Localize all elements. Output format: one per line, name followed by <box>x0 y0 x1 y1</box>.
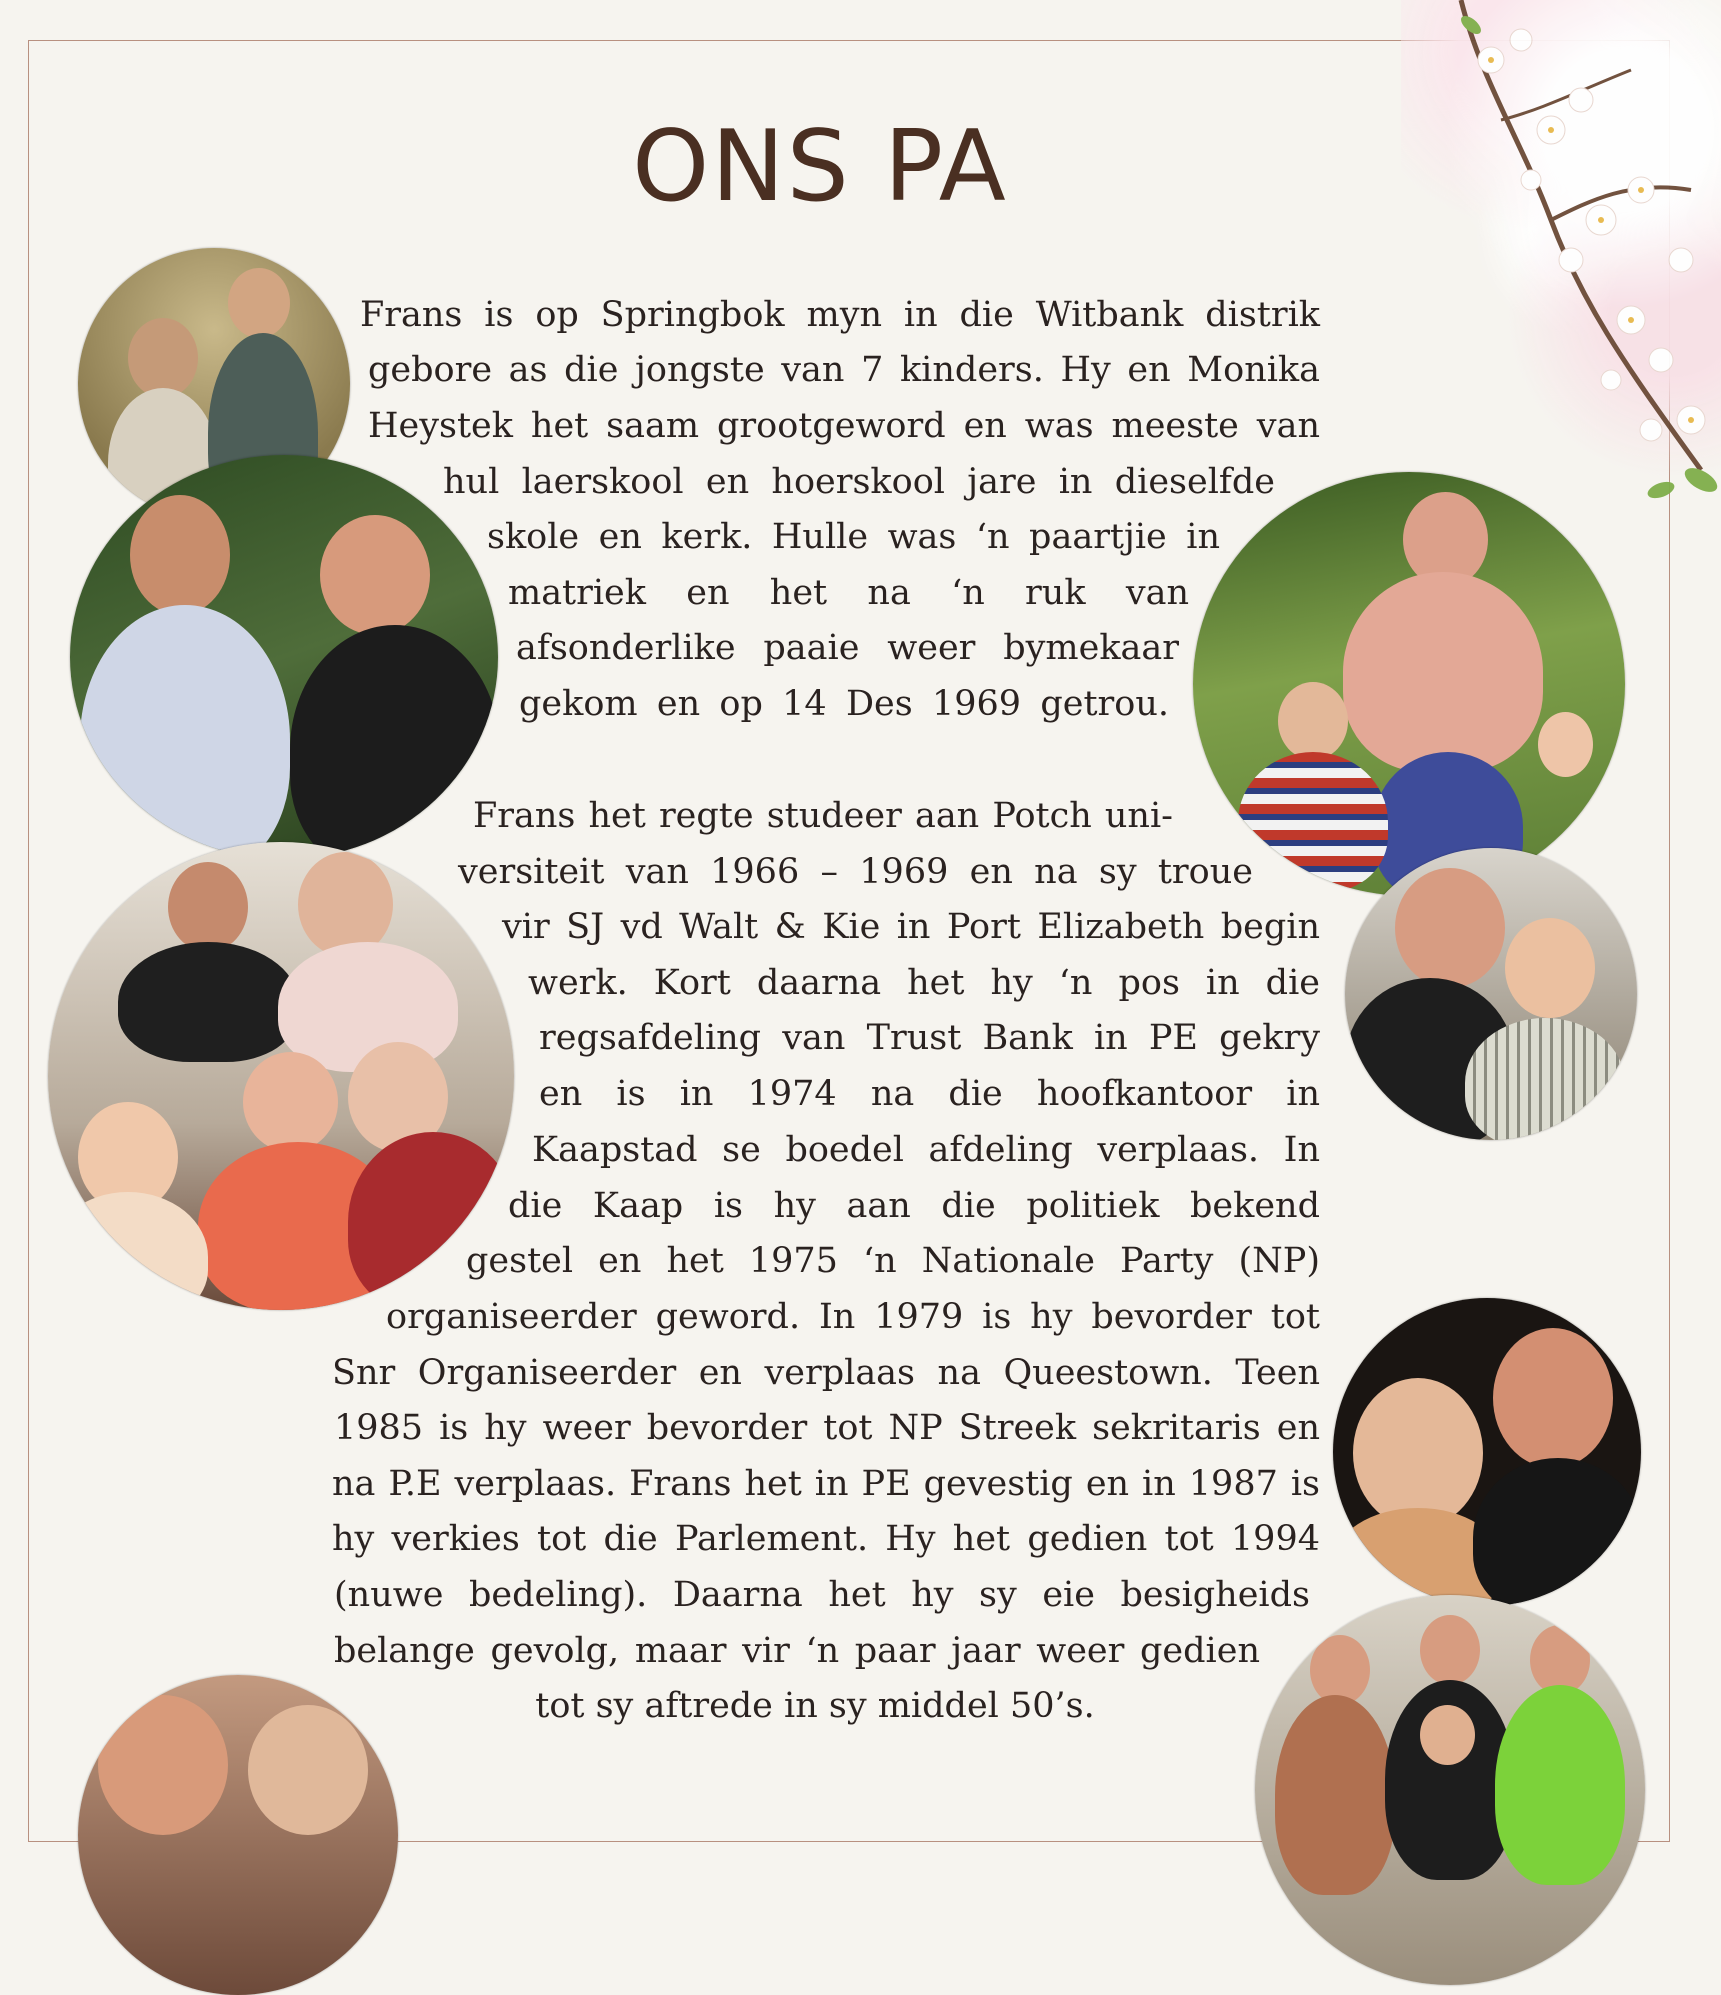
text-line: matriek en het na ‘n ruk van <box>508 573 1189 613</box>
text-line: tot sy aftrede in sy middel 50’s. <box>535 1686 1095 1726</box>
text-line: gekom en op 14 Des 1969 getrou. <box>519 684 1169 724</box>
text-line: die Kaap is hy aan die politiek bekend <box>508 1186 1320 1226</box>
text-line: 1985 is hy weer bevorder tot NP Streek sekritaris en <box>334 1408 1320 1448</box>
page-title: ONS PA <box>632 110 1008 224</box>
text-line: Snr Organiseerder en verplaas na Queestown. Teen <box>332 1353 1320 1393</box>
photo-two-men-smiling <box>70 455 498 859</box>
text-line: organiseerder geword. In 1979 is hy bevorder tot <box>386 1297 1320 1337</box>
text-line: en is in 1974 na die hoofkantoor in <box>539 1074 1320 1114</box>
text-line: Heystek het saam grootgeword en was meeste van <box>368 406 1320 446</box>
text-line: hul laerskool en hoerskool jare in dieselfde <box>443 462 1275 502</box>
text-line: na P.E verplaas. Frans het in PE gevestig en in 1987 is <box>332 1464 1320 1504</box>
text-line: werk. Kort daarna het hy ‘n pos in die <box>528 963 1320 1003</box>
text-line: versiteit van 1966 – 1969 en na sy troue <box>458 852 1253 892</box>
text-line: hy verkies tot die Parlement. Hy het gedien tot 1994 <box>332 1519 1320 1559</box>
text-line: belange gevolg, maar vir ‘n paar jaar weer gedien <box>334 1631 1260 1671</box>
photo-grandfather-and-grandson <box>1345 848 1637 1140</box>
photo-couple <box>1333 1298 1641 1606</box>
text-line: gestel en het 1975 ‘n Nationale Party (NP) <box>466 1241 1320 1281</box>
text-line: vir SJ vd Walt & Kie in Port Elizabeth begin <box>502 907 1320 947</box>
text-line: skole en kerk. Hulle was ‘n paartjie in <box>487 517 1220 557</box>
photo-family-group <box>48 842 514 1310</box>
text-line: Kaapstad se boedel afdeling verplaas. In <box>532 1130 1320 1170</box>
text-line: Frans het regte studeer aan Potch uni- <box>473 796 1173 836</box>
text-line: (nuwe bedeling). Daarna het hy sy eie besigheids <box>334 1575 1310 1615</box>
text-line: Frans is op Springbok myn in die Witbank distrik <box>360 295 1320 335</box>
text-line: gebore as die jongste van 7 kinders. Hy en Monika <box>368 350 1320 390</box>
photo-three-men-and-woman <box>1255 1595 1645 1985</box>
text-line: regsafdeling van Trust Bank in PE gekry <box>539 1018 1320 1058</box>
text-line: afsonderlike paaie weer bymekaar <box>516 628 1179 668</box>
photo-kiss-partial <box>78 1675 398 1995</box>
photo-grandfather-with-kids <box>1193 472 1625 896</box>
blossom-decoration <box>1401 0 1721 520</box>
